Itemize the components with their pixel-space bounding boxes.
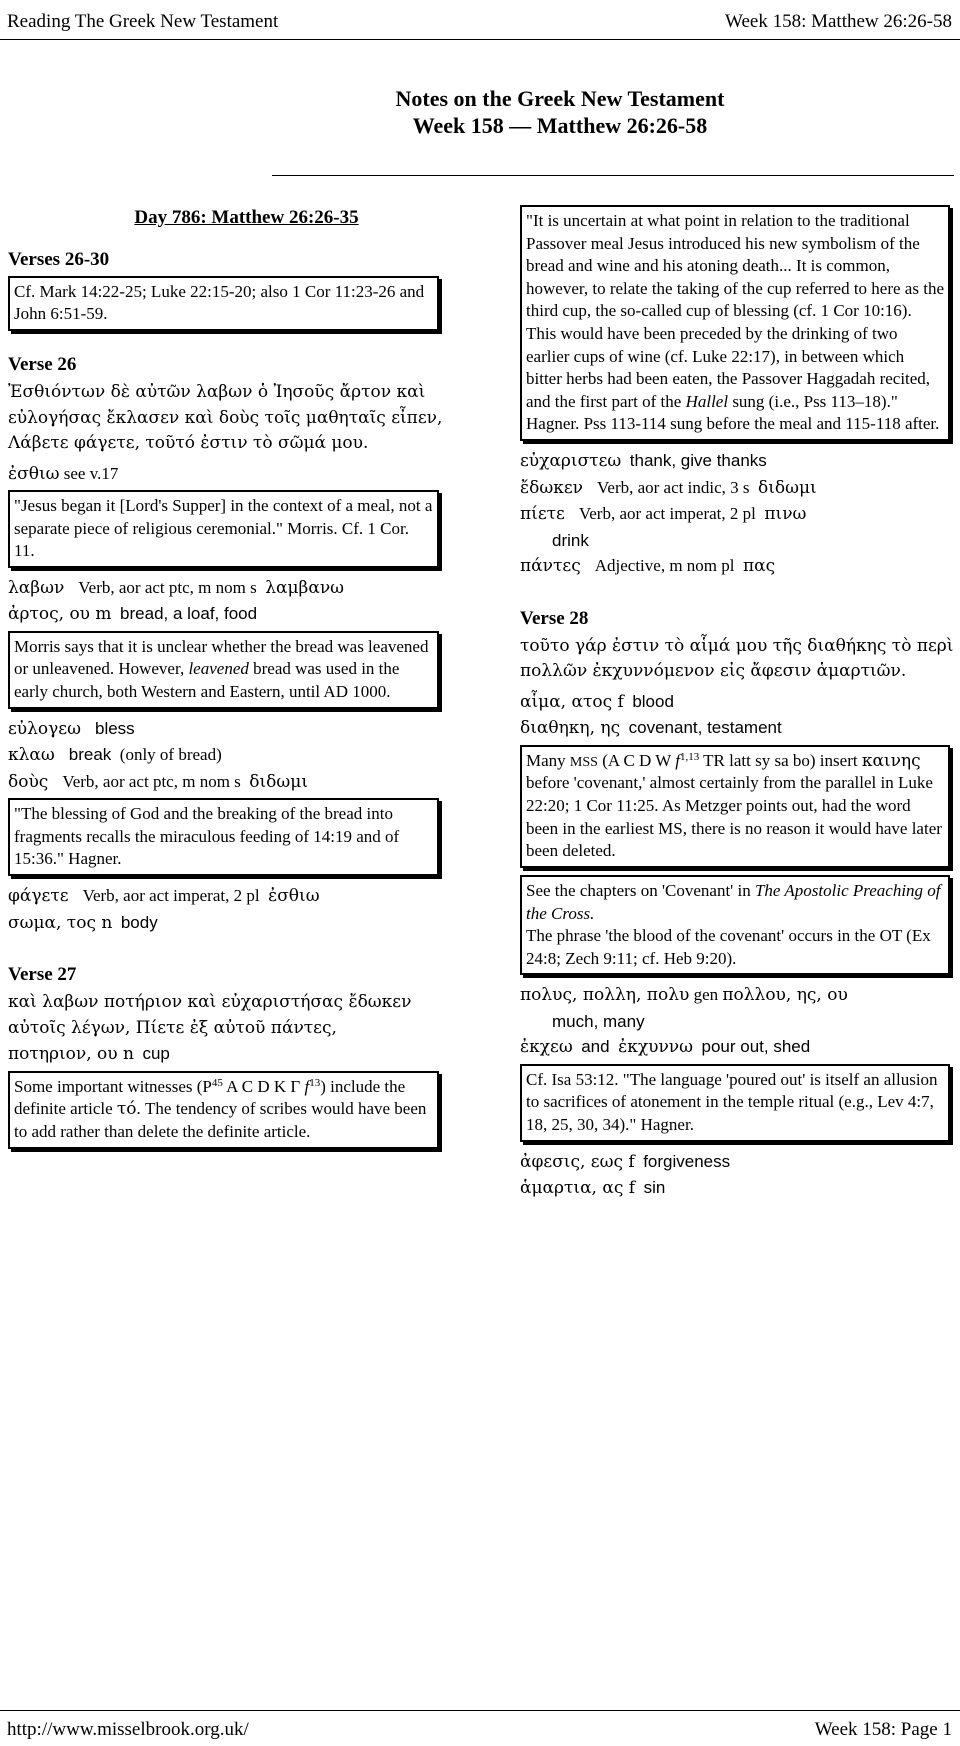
- vocab-fagete: [8, 883, 445, 910]
- mss-greek-word: καινης: [861, 750, 921, 771]
- witness-text-1: Some important witnesses (P: [14, 1076, 212, 1096]
- vocab-piete: [520, 501, 956, 553]
- left-column: [8, 195, 445, 1156]
- verses-heading: Verses 26-30: [8, 249, 110, 271]
- hagner-passover-box: [520, 205, 950, 441]
- euxar-gloss: thank, give thanks: [629, 451, 767, 471]
- labwn-word: λαβων: [8, 577, 65, 598]
- mss-smallcaps: MSS: [569, 754, 598, 770]
- verse-27-text: καὶ λαβων ποτήριον καὶ εὐχαριστήσας ἔδωκεν αὐτοῖς λέγων, Πίετε ἐξ αὐτοῦ πάντες,: [8, 992, 412, 1038]
- cf-note-box: Cf. Mark 14:22-25; Luke 22:15-20; also 1 Cor 11:23-26 and John 6:51-59.: [8, 276, 439, 331]
- artos-word: ἀρτος, ου m: [8, 604, 112, 625]
- vocab-ekxew: [520, 1034, 956, 1061]
- amartia-gloss: sin: [643, 1178, 666, 1198]
- vocab-artos: [8, 601, 445, 628]
- hagner-text-1: "It is uncertain at what point in relation to the traditional Passover meal Jesus introduced his new symbolism of the bread and wine and his atoning death... It is common, however, to relate the taking of the cup referred to here as the third cup, the so-called cup of blessing (cf. 1 Cor 10:16). This would have been preceded by the drinking of two earlier cups of wine (cf. Luke 22:17), in between which bitter herbs had been eaten, the Passover Haggadah recited, and the first part of the: [526, 211, 944, 411]
- polus-gen: gen: [693, 985, 719, 1005]
- mss-text-3: TR latt sy sa bo) insert: [699, 750, 862, 770]
- day-title: Day 786: Matthew 26:26-35: [134, 207, 359, 228]
- chapters-italic: The Apostolic Preaching of the Cross.: [526, 880, 941, 923]
- dous-lex: διδωμι: [249, 771, 308, 792]
- vocab-pothrion: [8, 1041, 445, 1068]
- leavened-text-1: Morris says that it is unclear whether the bread was leavened or unleavened. However,: [14, 636, 429, 679]
- page-title: [0, 86, 960, 140]
- chapters-text-1: See the chapters on 'Covenant' in: [526, 880, 755, 900]
- witness-text-4: . The tendency of scribes would have been to add rather than delete the definite article.: [14, 1099, 427, 1141]
- vocab-afesis: [520, 1149, 956, 1176]
- esthio-word: ἐσθιω: [8, 463, 60, 484]
- labwn-parse: Verb, aor act ptc, m nom s: [78, 577, 257, 597]
- page-footer: [0, 1710, 960, 1746]
- title-line-1: Notes on the Greek New Testament: [395, 86, 725, 111]
- witness-sup-2: 13: [309, 1076, 321, 1089]
- swma-word: σωμα, τος n: [8, 912, 113, 933]
- edwken-parse: Verb, aor act indic, 3 s: [597, 477, 750, 497]
- dous-parse: Verb, aor act ptc, m nom s: [62, 771, 241, 791]
- witness-text-3: ) include the definite article: [14, 1076, 406, 1119]
- ekxew-word: ἐκχεω: [520, 1037, 573, 1058]
- witnesses-box: [8, 1071, 439, 1149]
- leavened-box: [8, 631, 439, 709]
- euxar-word: εὐχαριστεω: [520, 451, 622, 472]
- verse-27-heading: Verse 27: [8, 964, 77, 985]
- vocab-pantes: [520, 553, 956, 580]
- esthio-note: see v.17: [59, 463, 119, 483]
- witness-to: τό: [116, 1099, 137, 1120]
- polus-word: πολυς, πολλη, πολυ: [520, 985, 690, 1006]
- pantes-word: πάντες: [520, 556, 581, 577]
- vocab-euxaristew: [520, 448, 956, 475]
- piete-parse: Verb, aor act imperat, 2 pl: [578, 504, 756, 524]
- afesis-word: ἀφεσις, εως f: [520, 1151, 635, 1172]
- footer-url[interactable]: http://www.misselbrook.org.uk/: [7, 1719, 249, 1740]
- vocab-klaw: [8, 742, 445, 769]
- page-header: [0, 0, 960, 40]
- witness-text-2: A C D K Γ: [222, 1076, 305, 1096]
- pantes-lex: πας: [743, 556, 776, 577]
- diathhkh-gloss: covenant, testament: [628, 718, 782, 738]
- hagner-text-2: sung (i.e., Pss 113–18)." Hagner. Pss 113-114 sung before the meal and 115-118 after.: [526, 391, 940, 434]
- artos-gloss: bread, a loaf, food: [120, 604, 258, 624]
- mss-text-1: Many: [526, 750, 570, 770]
- klaw-gloss: break: [68, 745, 112, 765]
- verse-28-text: τοῦτο γάρ ἐστιν τὸ αἷμά μου τῆς διαθήκης τὸ περὶ πολλῶν ἐκχυννόμενον εἰς ἄφεσιν ἁμαρτιῶν.: [520, 635, 954, 682]
- edwken-lex: διδωμι: [757, 477, 817, 498]
- leavened-text-2: bread was used in the early church, both Western and Eastern, until AD 1000.: [14, 659, 400, 702]
- vocab-eulogew: [8, 716, 445, 743]
- polus-forms: πολλου, ης, ου: [722, 985, 848, 1006]
- isaiah-box: Cf. Isa 53:12. "The language 'poured out' is itself an allusion to sacrifices of atonement in the temple ritual (e.g., Lev 4:7, 18, 25, 30, 34)." Hagner.: [520, 1064, 950, 1142]
- jesus-meal-box: "Jesus began it [Lord's Supper] in the context of a meal, not a separate piece of religious ceremonial." Morris. Cf. 1 Cor. 11.: [8, 490, 439, 568]
- piete-gloss: drink: [552, 530, 589, 550]
- swma-gloss: body: [120, 912, 158, 932]
- pothrion-word: ποτηριον, ου n: [8, 1044, 134, 1065]
- right-column: [520, 205, 956, 1202]
- vocab-polus: [520, 982, 956, 1034]
- diathhkh-word: διαθηκη, ης: [520, 718, 621, 739]
- vocab-aima: [520, 689, 956, 716]
- ekxew-gloss: pour out, shed: [701, 1037, 811, 1057]
- piete-word: πίετε: [520, 504, 565, 525]
- ekxew-and: and: [581, 1037, 610, 1057]
- afesis-gloss: forgiveness: [643, 1151, 731, 1171]
- witness-f: f: [304, 1076, 310, 1096]
- eulogew-word: εὐλογεω: [8, 718, 81, 739]
- fagete-parse: Verb, aor act imperat, 2 pl: [82, 886, 260, 905]
- leavened-italic: leavened: [188, 659, 249, 679]
- header-left: Reading The Greek New Testament: [7, 11, 279, 32]
- pothrion-gloss: cup: [142, 1044, 170, 1064]
- mss-sup: 1,13: [679, 750, 700, 763]
- witness-sup-1: 45: [211, 1076, 223, 1089]
- mss-box: [520, 745, 950, 868]
- vocab-dous: [8, 769, 445, 796]
- klaw-word: κλαω: [8, 745, 55, 766]
- vocab-edwken: [520, 475, 956, 502]
- vocab-diathhkh: [520, 715, 956, 742]
- aima-word: αἷμα, ατος f: [520, 691, 624, 712]
- spacer: [8, 936, 445, 962]
- chapters-box: [520, 875, 950, 975]
- fagete-lex: ἐσθιω: [268, 886, 320, 906]
- note-esthio: [8, 461, 445, 488]
- ekxunnw-word: ἐκχυννω: [618, 1037, 694, 1058]
- piete-lex: πινω: [764, 504, 807, 525]
- aima-gloss: blood: [632, 691, 674, 711]
- mss-text-2: (A C D W: [597, 750, 676, 770]
- fagete-word: φάγετε: [8, 886, 69, 906]
- spacer: [520, 580, 956, 606]
- vocab-amartia: [520, 1175, 956, 1202]
- mss-f: f: [675, 750, 680, 770]
- vocab-swma: [8, 910, 445, 937]
- verse-26-text: Ἐσθιόντων δὲ αὐτῶν λαβων ὁ Ἰησοῦς ἄρτον καὶ εὐλογήσας ἔκλασεν καὶ δοὺς τοῖς μαθηταῖς εἶπεν, Λάβετε φάγετε, τοῦτό ἐστιν τὸ σῶμά μου.: [8, 382, 443, 454]
- verse-28-heading: Verse 28: [520, 607, 589, 629]
- amartia-word: ἁμαρτια, ας f: [520, 1178, 636, 1199]
- mss-text-4: before 'covenant,' almost certainly from the parallel in Luke 22:20; 1 Cor 11:25. As Metzger points out, had the word been in the earliest MS, there is no reason it would have later been deleted.: [526, 773, 942, 861]
- verse-26-heading: Verse 26: [8, 353, 77, 375]
- footer-page: Week 158: Page 1: [814, 1719, 952, 1740]
- dous-word: δοὺς: [8, 771, 49, 792]
- title-rule: [272, 175, 954, 176]
- klaw-note: (only of bread): [119, 745, 222, 765]
- header-right: Week 158: Matthew 26:26-58: [725, 11, 952, 32]
- labwn-lex: λαμβανω: [265, 577, 345, 598]
- hagner-italic: Hallel: [685, 391, 729, 411]
- vocab-labwn: [8, 575, 445, 602]
- edwken-word: ἔδωκεν: [520, 477, 583, 498]
- spacer: [8, 338, 445, 352]
- polus-gloss: much, many: [552, 1011, 645, 1031]
- blessing-box: "The blessing of God and the breaking of the bread into fragments recalls the miraculous feeding of 14:19 and of 15:36." Hagner.: [8, 798, 439, 876]
- pantes-parse: Adjective, m nom pl: [594, 556, 735, 576]
- title-line-2: Week 158 — Matthew 26:26-58: [412, 112, 708, 138]
- chapters-text-2: The phrase 'the blood of the covenant' occurs in the OT (Ex 24:8; Zech 9:11; cf. Heb 9:20).: [526, 926, 931, 968]
- eulogew-gloss: bless: [94, 718, 135, 738]
